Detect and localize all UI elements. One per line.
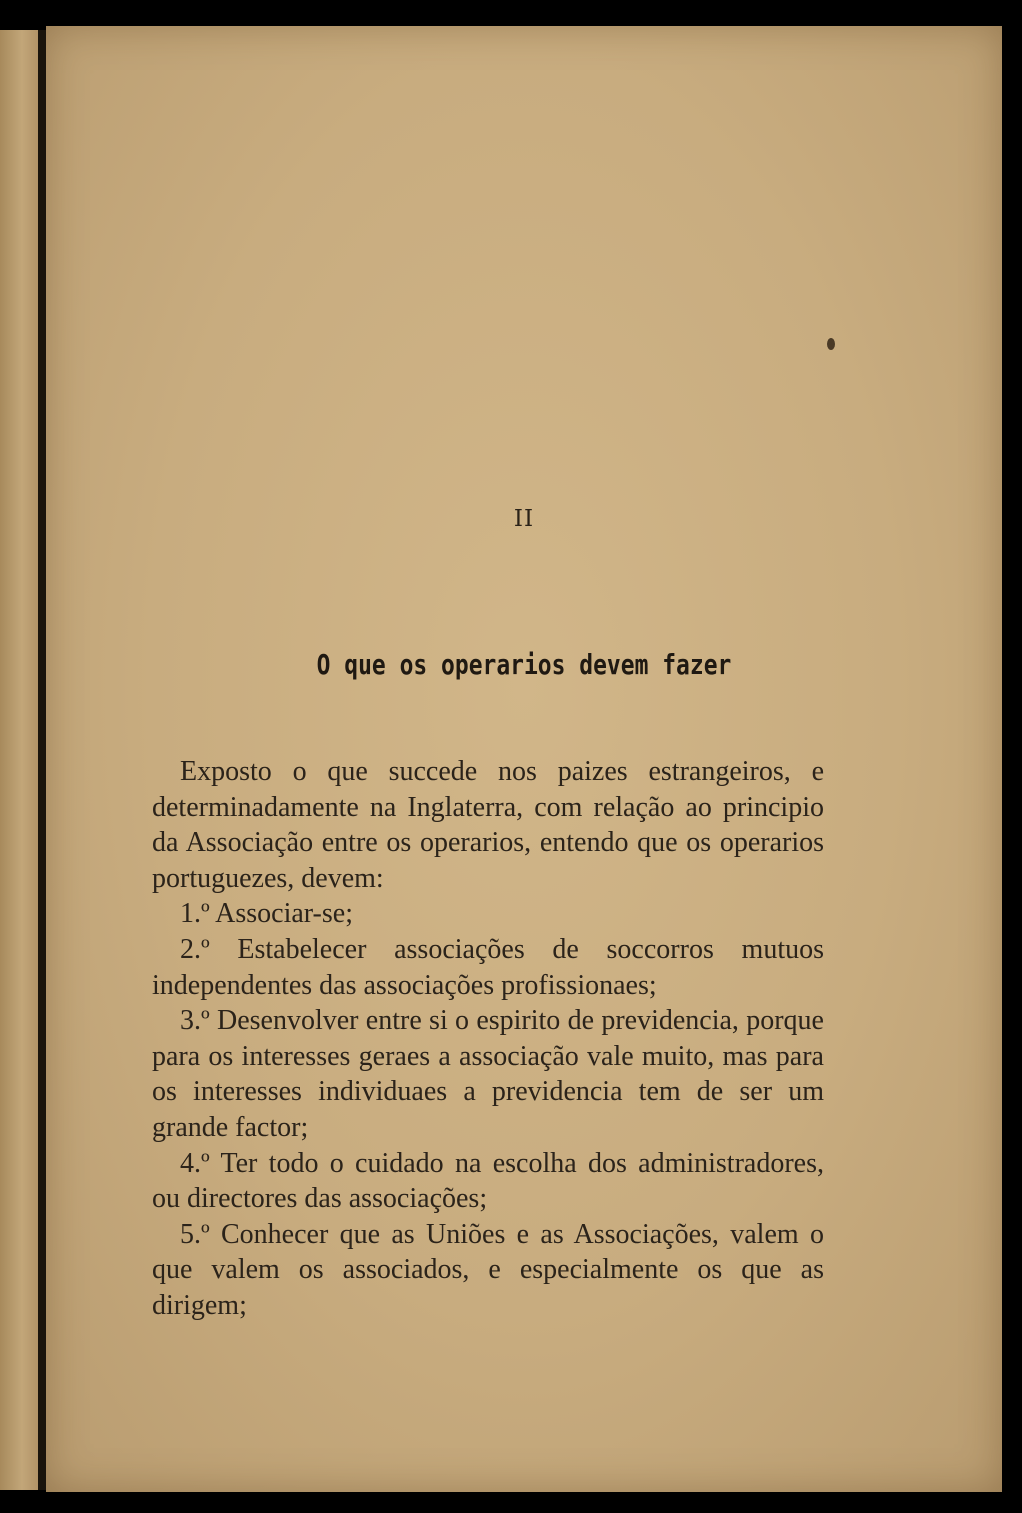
body-text	[152, 754, 824, 1324]
list-item-1: 1.º Associar-se;	[180, 898, 353, 930]
book-page	[46, 26, 1002, 1492]
list-item-3: 3.º Desenvolver entre si o espirito de previdencia, porque para os interesses geraes a associação vale muito, mas para os interesses individuaes a previdencia tem de ser um grande factor;	[152, 1005, 824, 1143]
previous-page-edge	[0, 30, 40, 1490]
list-item-5: 5.º Conhecer que as Uniões e as Associações, valem o que valem os associados, e especialmente os que as dirigem;	[152, 1218, 824, 1321]
chapter-number: II	[513, 506, 535, 532]
ink-speck	[827, 338, 835, 350]
chapter-title: O que os operarios devem fazer	[316, 648, 732, 681]
list-item-2: 2.º Estabelecer associações de soccorros mutuos independentes das associações profissionaes;	[152, 933, 824, 1001]
paragraph-intro: Exposto o que succede nos paizes estrangeiros, e determinadamente na Inglaterra, com relação ao principio da Associação entre os operarios, entendo que os operarios portuguezes, devem:	[152, 756, 824, 894]
list-item-4: 4.º Ter todo o cuidado na escolha dos administradores, ou directores das associações;	[152, 1147, 824, 1215]
binding-gutter	[38, 30, 46, 1490]
